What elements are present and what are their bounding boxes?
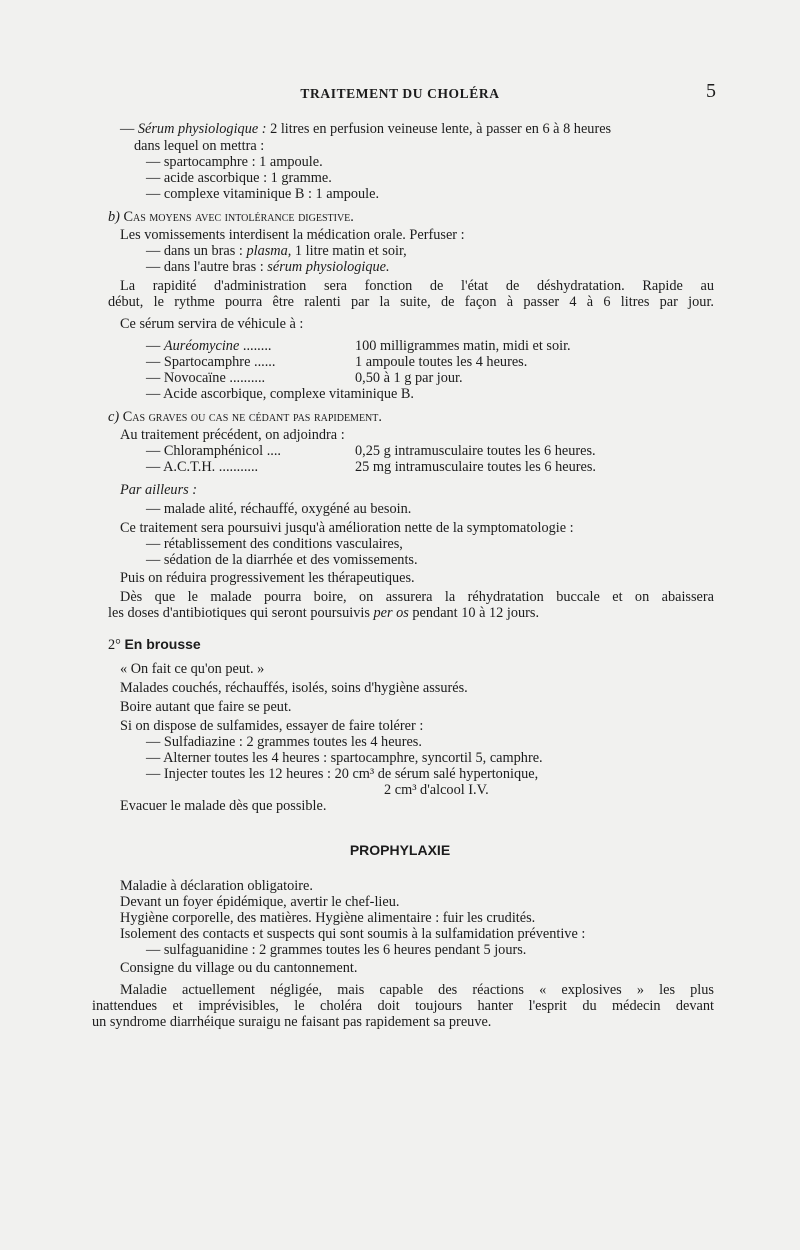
page-number: 5 <box>706 80 716 102</box>
text-line: Ce traitement sera poursuivi jusqu'à amélioration nette de la symptomatologie : <box>120 520 574 536</box>
text-line: Boire autant que faire se peut. <box>120 699 292 715</box>
text-line: début, le rythme pourra être ralenti par la suite, de façon à passer 4 à 6 litres par jour. <box>108 294 714 310</box>
text-line: inattendues et imprévisibles, le choléra doit toujours hanter l'esprit du médecin devant <box>92 998 714 1014</box>
running-header-title: TRAITEMENT DU CHOLÉRA <box>300 86 500 101</box>
text-line: 2 cm³ d'alcool I.V. <box>384 782 489 798</box>
section-heading-prophylaxie: PROPHYLAXIE <box>349 842 451 858</box>
text-line: — complexe vitaminique B : 1 ampoule. <box>146 186 380 202</box>
drug-name: — Spartocamphre ...... <box>146 354 276 370</box>
drug-name: — Chloramphénicol .... <box>146 443 282 459</box>
text-line: — Alterner toutes les 4 heures : spartocamphre, syncortil 5, camphre. <box>146 750 543 766</box>
text-line: — dans un bras : plasma, 1 litre matin et soir, <box>146 243 407 259</box>
text-line: — Injecter toutes les 12 heures : 20 cm³ de sérum salé hypertonique, <box>146 766 539 782</box>
drug-name: — A.C.T.H. ........... <box>146 459 259 475</box>
text-line: Au traitement précédent, on adjoindra : <box>120 427 345 443</box>
text-line: « On fait ce qu'on peut. » <box>120 661 265 677</box>
section-heading-c: c) Cas graves ou cas ne cédant pas rapidement. <box>108 409 382 425</box>
text-line: Maladie à déclaration obligatoire. <box>120 878 313 894</box>
text-line: un syndrome diarrhéique suraigu ne faisant pas rapidement sa preuve. <box>92 1014 492 1030</box>
drug-name: — Novocaïne .......... <box>146 370 266 386</box>
drug-dose: 1 ampoule toutes les 4 heures. <box>355 354 528 370</box>
text-line: Evacuer le malade dès que possible. <box>120 798 327 814</box>
text-line: Hygiène corporelle, des matières. Hygiène alimentaire : fuir les crudités. <box>120 910 536 926</box>
text-line: Ce sérum servira de véhicule à : <box>120 316 304 332</box>
text-line: — dans l'autre bras : sérum physiologique. <box>146 259 390 275</box>
text-line: — sédation de la diarrhée et des vomissements. <box>146 552 418 568</box>
text-line: — malade alité, réchauffé, oxygéné au besoin. <box>146 501 412 517</box>
drug-dose: 100 milligrammes matin, midi et soir. <box>355 338 571 354</box>
text-line: — spartocamphre : 1 ampoule. <box>146 154 323 170</box>
drug-dose: 0,25 g intramusculaire toutes les 6 heures. <box>355 443 596 459</box>
text-line: Puis on réduira progressivement les thérapeutiques. <box>120 570 415 586</box>
text-line: — sulfaguanidine : 2 grammes toutes les 6 heures pendant 5 jours. <box>146 942 527 958</box>
text-line: les doses d'antibiotiques qui seront poursuivis per os pendant 10 à 12 jours. <box>108 605 540 621</box>
text-line: Devant un foyer épidémique, avertir le chef-lieu. <box>120 894 400 910</box>
text-line: — Acide ascorbique, complexe vitaminique B. <box>146 386 414 402</box>
drug-dose: 0,50 à 1 g par jour. <box>355 370 463 386</box>
text-line: Maladie actuellement négligée, mais capable des réactions « explosives » les plus <box>120 982 714 998</box>
section-heading-b: b) Cas moyens avec intolérance digestive. <box>108 209 354 225</box>
section-heading-brousse: 2° En brousse <box>108 636 201 653</box>
text-line: Malades couchés, réchauffés, isolés, soins d'hygiène assurés. <box>120 680 468 696</box>
text-line: Dès que le malade pourra boire, on assurera la réhydratation buccale et on abaissera <box>120 589 714 605</box>
text-line: dans lequel on mettra : <box>134 138 265 154</box>
text-line: — rétablissement des conditions vasculaires, <box>146 536 403 552</box>
drug-name: — Auréomycine ........ <box>146 338 272 354</box>
text-line: Isolement des contacts et suspects qui sont soumis à la sulfamidation préventive : <box>120 926 586 942</box>
text-line: — Sérum physiologique : 2 litres en perfusion veineuse lente, à passer en 6 à 8 heures <box>120 121 612 137</box>
text-line: Les vomissements interdisent la médication orale. Perfuser : <box>120 227 465 243</box>
drug-dose: 25 mg intramusculaire toutes les 6 heures. <box>355 459 597 475</box>
text-line: Par ailleurs : <box>120 482 198 498</box>
text-line: Si on dispose de sulfamides, essayer de faire tolérer : <box>120 718 424 734</box>
text-line: — acide ascorbique : 1 gramme. <box>146 170 332 186</box>
text-line: La rapidité d'administration sera fonction de l'état de déshydratation. Rapide au <box>120 278 714 294</box>
text-line: — Sulfadiazine : 2 grammes toutes les 4 heures. <box>146 734 422 750</box>
text-line: Consigne du village ou du cantonnement. <box>120 960 358 976</box>
